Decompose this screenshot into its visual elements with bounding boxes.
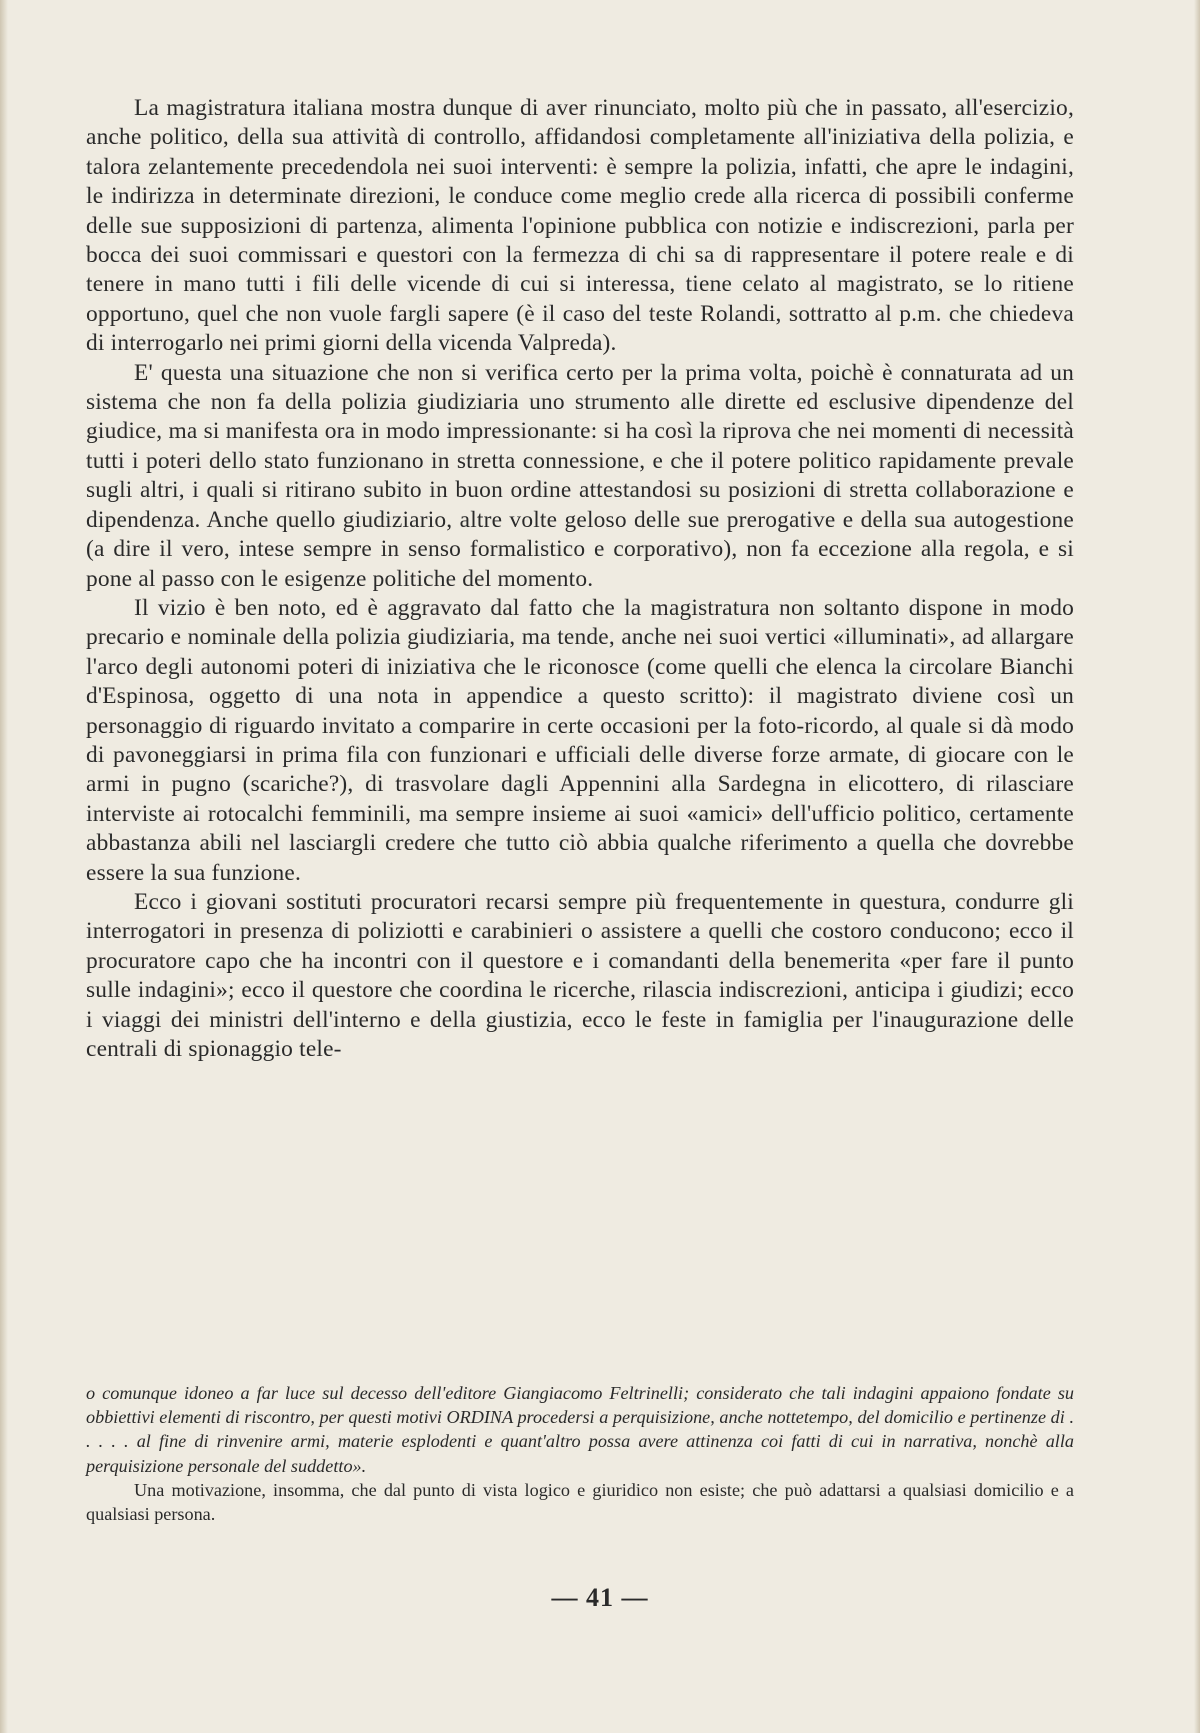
main-text (86, 94, 1074, 1064)
footnote-quote: o comunque idoneo a far luce sul decesso dell'editore Giangiacomo Feltrinelli; considerato che tali indagini appaiono fondate su obbiettivi elementi di riscontro, per questi motivi ORDINA procedersi a perquisizione, anche nottetempo, del domicilio e pertinenze di . . . . . al fine di rinvenire armi, materie esplodenti e quant'altro possa avere attinenza coi fatti di cui in narrativa, nonchè alla perquisizione personale del suddetto». (86, 1383, 1074, 1476)
page-number: — 41 — (551, 1583, 649, 1612)
paragraph-4: Ecco i giovani sostituti procuratori recarsi sempre più frequentemente in questura, condurre gli interrogatori in presenza di poliziotti e carabinieri o assistere a quelli che costoro conducono; ecco il procuratore capo che ha incontri con il questore e i comandanti della benemerita «per fare il punto sulle indagini»; ecco il questore che coordina le ricerche, rilascia indiscrezioni, anticipa i giudizi; ecco i viaggi dei ministri dell'interno e della giustizia, ecco le feste in famiglia per l'inaugurazione delle centrali di spionaggio tele- (86, 888, 1074, 1062)
paragraph-3: Il vizio è ben noto, ed è aggravato dal fatto che la magistratura non soltanto dispone in modo precario e nominale della polizia giudiziaria, ma tende, anche nei suoi vertici «illuminati», ad allargare l'arco degli autonomi poteri di iniziativa che le riconosce (come quelli che elenca la circolare Bianchi d'Espinosa, oggetto di una nota in appendice a questo scritto): il magistrato diviene così un personaggio di riguardo invitato a comparire in certe occasioni per la foto-ricordo, al quale si dà modo di pavoneggiarsi in prima fila con funzionari e ufficiali delle diverse forze armate, di giocare con le armi in pugno (scariche?), di trasvolare dagli Appennini alla Sardegna in elicottero, di rilasciare interviste ai rotocalchi femminili, ma sempre insieme ai suoi «amici» dell'ufficio politico, certamente abbastanza abili nel lasciargli credere che tutto ciò abbia qualche riferimento a quella che dovrebbe essere la sua funzione. (86, 594, 1074, 886)
paragraph-2: E' questa una situazione che non si verifica certo per la prima volta, poichè è connaturata ad un sistema che non fa della polizia giudiziaria uno strumento alle dirette ed esclusive dipendenze del giudice, ma si manifesta ora in modo impressionante: si ha così la riprova che nei momenti di necessità tutti i poteri dello stato funzionano in stretta connessione, e che il potere politico rapidamente prevale sugli altri, i quali si ritirano subito in buon ordine attestandosi su posizioni di stretta collaborazione e dipendenza. Anche quello giudiziario, altre volte geloso delle sue prerogative e della sua autogestione (a dire il vero, intese sempre in senso formalistico e corporativo), non fa eccezione alla regola, e si pone al passo con le esigenze politiche del momento. (86, 359, 1074, 592)
paragraph-1: La magistratura italiana mostra dunque di aver rinunciato, molto più che in passato, all'esercizio, anche politico, della sua attività di controllo, affidandosi completamente all'iniziativa della polizia, e talora zelantemente precedendola nei suoi interventi: è sempre la polizia, infatti, che apre le indagini, le indirizza in determinate direzioni, le conduce come meglio crede alla ricerca di possibili conferme delle sue supposizioni di partenza, alimenta l'opinione pubblica con notizie e indiscrezioni, parla per bocca dei suoi commissari e questori con la fermezza di chi sa di rappresentare il potere reale e di tenere in mano tutti i fili delle vicende di cui si interessa, tiene celato al magistrato, se lo ritiene opportuno, quel che non vuole fargli sapere (è il caso del teste Rolandi, sottratto al p.m. che chiedeva di interrogarlo nei primi giorni della vicenda Valpreda). (86, 95, 1074, 357)
footnote-comment: Una motivazione, insomma, che dal punto di vista logico e giuridico non esiste; che può adattarsi a qualsiasi domicilio e a qualsiasi persona. (86, 1479, 1074, 1525)
footnote (86, 1381, 1074, 1526)
